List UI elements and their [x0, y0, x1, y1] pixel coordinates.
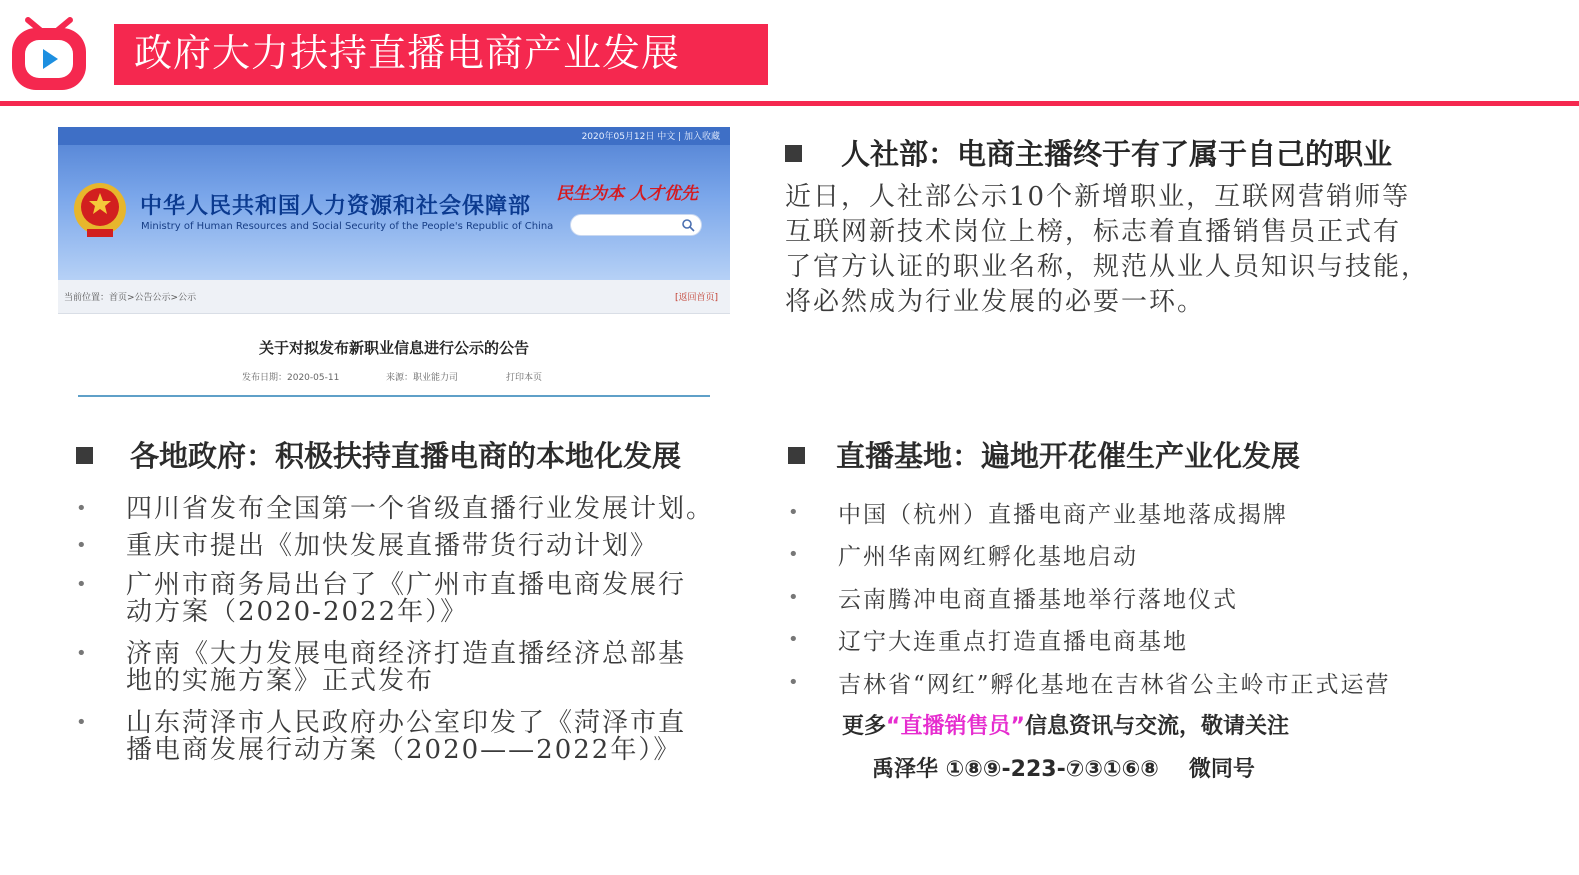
list-item-text: 云南腾冲电商直播基地举行落地仪式 — [838, 587, 1238, 613]
hrss-line: 近日，人社部公示10个新增职业，互联网营销师等 — [785, 182, 1411, 212]
contact-suffix: 信息资讯与交流，敬请关注 — [1024, 714, 1289, 739]
site-breadcrumb: 当前位置：首页>公告公示>公示 — [64, 293, 197, 303]
site-slogan: 民生为本 人才优先 — [556, 184, 698, 204]
hrss-line: 了官方认证的职业名称，规范从业人员知识与技能， — [785, 252, 1430, 282]
list-item-text: 播电商发展行动方案（2020——2022年）》 — [126, 735, 682, 765]
bullet-icon: • — [788, 502, 799, 523]
header-divider — [0, 101, 1579, 106]
site-ministry-en: Ministry of Human Resources and Social Security of the People's Republic of China — [141, 221, 554, 232]
hrss-line: 互联网新技术岗位上榜，标志着直播销售员正式有 — [785, 217, 1402, 247]
page-title: 政府大力扶持直播电商产业发展 — [134, 31, 681, 75]
list-item-text: 四川省发布全国第一个省级直播行业发展计划。 — [126, 494, 715, 524]
site-notice-divider — [78, 395, 710, 397]
search-icon — [681, 218, 695, 232]
site-top-strip — [58, 127, 730, 145]
hrss-heading-text: 人社部：电商主播终于有了属于自己的职业 — [841, 137, 1393, 171]
national-emblem-icon — [72, 179, 128, 241]
list-item-text: 动方案（2020-2022年）》 — [126, 597, 469, 627]
contact-line — [842, 709, 1289, 740]
ministry-website-screenshot — [58, 127, 730, 403]
contact-details — [872, 752, 1255, 783]
list-item-text: 山东菏泽市人民政府办公室印发了《菏泽市直 — [126, 708, 687, 738]
site-meta-date: 发布日期：2020-05-11 — [242, 373, 340, 383]
list-item-text: 中国（杭州）直播电商产业基地落成揭牌 — [838, 502, 1288, 528]
local-gov-heading-text: 各地政府：积极扶持直播电商的本地化发展 — [130, 439, 682, 473]
list-item-text: 吉林省“网红”孵化基地在吉林省公主岭市正式运营 — [838, 672, 1391, 698]
tv-play-logo-icon — [8, 12, 90, 94]
site-meta-source: 来源：职业能力司 — [386, 373, 459, 383]
bullet-icon: • — [788, 672, 799, 693]
site-ministry-name: 中华人民共和国人力资源和社会保障部 — [140, 194, 532, 219]
bullet-icon: • — [76, 498, 87, 519]
hrss-line: 将必然成为行业发展的必要一环。 — [785, 287, 1206, 317]
site-date-bar: 2020年05月12日 中文 | 加入收藏 — [581, 132, 720, 142]
site-notice-title: 关于对拟发布新职业信息进行公示的公告 — [258, 339, 529, 357]
list-item-text: 重庆市提出《加快发展直播带货行动计划》 — [126, 531, 659, 561]
square-bullet-icon — [788, 447, 805, 464]
bullet-icon: • — [788, 629, 799, 650]
bullet-icon: • — [788, 587, 799, 608]
square-bullet-icon — [76, 447, 93, 464]
site-back-link: [返回首页] — [674, 293, 718, 303]
list-item-text: 辽宁大连重点打造直播电商基地 — [838, 629, 1188, 655]
contact-prefix: 更多 — [842, 714, 887, 739]
hrss-paragraph — [785, 180, 1475, 320]
site-search-box — [570, 214, 702, 236]
list-item-text: 广州华南网红孵化基地启动 — [838, 544, 1138, 570]
contact-highlight: “直播销售员” — [886, 714, 1025, 739]
square-bullet-icon — [785, 145, 802, 162]
contact-name-phone: 禹泽华 ①⑧⑨-223-⑦③①⑥⑧ — [872, 757, 1159, 782]
title-bar — [114, 24, 768, 85]
base-heading-text: 直播基地：遍地开花催生产业化发展 — [836, 439, 1301, 473]
list-item-text: 地的实施方案》正式发布 — [126, 666, 435, 696]
bullet-icon: • — [76, 712, 87, 733]
bullet-icon: • — [76, 574, 87, 595]
list-item-text: 济南《大力发展电商经济打造直播经济总部基 — [126, 639, 687, 669]
site-meta-print: 打印本页 — [506, 373, 543, 383]
bullet-icon: • — [76, 535, 87, 556]
bullet-icon: • — [76, 643, 87, 664]
site-nav-bar — [58, 280, 730, 314]
bullet-icon: • — [788, 544, 799, 565]
list-item-text: 广州市商务局出台了《广州市直播电商发展行 — [126, 570, 687, 600]
contact-wechat: 微同号 — [1188, 757, 1255, 782]
